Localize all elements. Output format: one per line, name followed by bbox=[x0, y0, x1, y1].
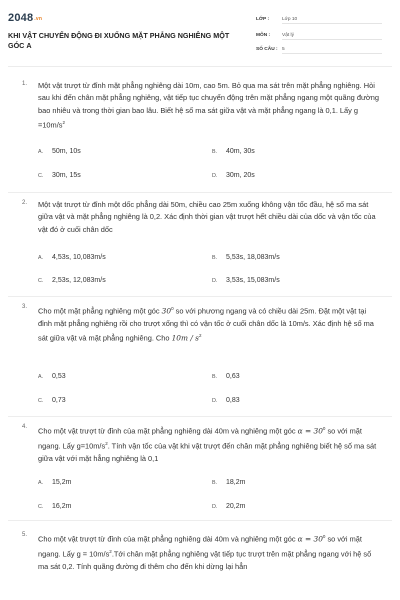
option-c[interactable] bbox=[38, 277, 106, 284]
exponent: 0 bbox=[171, 306, 174, 311]
option-letter: D. bbox=[212, 504, 218, 510]
subject-value: Vật lý bbox=[282, 33, 382, 40]
option-letter: A. bbox=[38, 480, 44, 486]
option-d[interactable] bbox=[212, 503, 245, 510]
option-a[interactable] bbox=[38, 148, 81, 155]
question-divider bbox=[8, 520, 392, 521]
option-text: 5,53s, 18,083m/s bbox=[226, 254, 280, 261]
option-b[interactable] bbox=[212, 373, 240, 380]
subject-label: MÔN : bbox=[256, 33, 271, 38]
question-text bbox=[38, 531, 380, 573]
question-count-value: 5 bbox=[282, 47, 382, 54]
exponent: 0 bbox=[322, 426, 326, 431]
option-letter: B. bbox=[212, 255, 218, 261]
option-text: 40m, 30s bbox=[226, 148, 255, 155]
question-number: 1. bbox=[22, 81, 28, 87]
option-letter: C. bbox=[38, 278, 44, 284]
worksheet-title: KHI VẬT CHUYỂN ĐỘNG ĐI XUỐNG MẶT PHẲNG NGHIÊNG MỘT GÓC Α bbox=[8, 31, 230, 50]
option-text: 20,2m bbox=[226, 503, 246, 510]
option-letter: D. bbox=[212, 398, 218, 404]
question-text-start: Cho một mặt phẳng nghiêng một góc bbox=[38, 306, 162, 316]
option-c[interactable] bbox=[38, 397, 66, 404]
option-letter: C. bbox=[38, 398, 44, 404]
exponent: 2 bbox=[198, 333, 202, 339]
option-b[interactable] bbox=[212, 148, 255, 155]
option-text: 0,83 bbox=[226, 397, 240, 404]
option-a[interactable] bbox=[38, 254, 106, 261]
option-text: 0,63 bbox=[226, 373, 240, 380]
question-divider bbox=[8, 296, 392, 297]
class-label: LỚP : bbox=[256, 17, 270, 22]
question-divider bbox=[8, 192, 392, 193]
site-logo[interactable] bbox=[8, 12, 42, 24]
option-letter: D. bbox=[212, 278, 218, 284]
logo-text: 2048 bbox=[8, 12, 34, 24]
question-number: 3. bbox=[22, 304, 28, 310]
option-text: 30m, 20s bbox=[226, 172, 255, 179]
question-number: 2. bbox=[22, 200, 28, 206]
option-text: 0,73 bbox=[52, 397, 66, 404]
question-text-body: Một vật trượt từ đỉnh mặt phẳng nghiêng dài 10m, cao 5m. Bỏ qua ma sát trên mặt phẳng nghiêng. Hỏi sau khi đến chân mặt phẳng nghiêng, vật tiếp tục chuyển động trên mặt phẳng ngang một quãng đường bao nhiêu và trong thời gian bao lâu. Biết hệ số ma sát giữa vật và mặt phẳng ngang là 0,1. Lấy g =10m/s bbox=[38, 81, 379, 130]
option-text: 18,2m bbox=[226, 479, 246, 486]
question-text-middle: so với mặt ngang. Lấy g=10m/s bbox=[38, 426, 362, 451]
class-value: Lớp 10 bbox=[282, 17, 382, 24]
option-text: 3,53s, 15,083m/s bbox=[226, 277, 280, 284]
logo-suffix: .vn bbox=[34, 16, 43, 22]
question-text-rest: . Tính vận tốc của vật khi vật trượt đến chân mặt phẳng nghiêng biết hệ số ma sát giữa vật với mặt hẳng nghiêng là 0,1 bbox=[38, 441, 377, 463]
option-a[interactable] bbox=[38, 373, 66, 380]
option-letter: B. bbox=[212, 480, 218, 486]
angle-formula: 30 bbox=[161, 306, 172, 316]
question-number: 5. bbox=[22, 532, 28, 538]
option-text: 15,2m bbox=[52, 479, 72, 486]
question-text bbox=[38, 80, 380, 132]
question-text-rest: .Tới chân mặt phẳng nghiêng vật tiếp tục trượt trên mặt phẳng ngang với hệ số ma sát 0,2. Tính quãng đường đi thêm cho đến khi dừng lại hẳn bbox=[38, 549, 372, 571]
question-text-start: Cho một vật trượt từ đỉnh của mặt phẳng nghiêng dài 40m và nghiêng một góc bbox=[38, 534, 298, 544]
option-text: 30m, 15s bbox=[52, 172, 81, 179]
question-text: Một vật trượt từ đỉnh một dốc phẳng dài 50m, chiều cao 25m xuống không vận tốc đầu, hệ số ma sát giữa vật và mặt phẳng nghiêng là 0,2. Xác định thời gian vật trượt hết chiều dài của dốc và vận tốc của vật đó ở cuối chân dốc bbox=[38, 200, 376, 234]
option-letter: D. bbox=[212, 173, 218, 179]
g-formula: 10m / s bbox=[171, 333, 199, 343]
exponent: 0 bbox=[322, 534, 326, 539]
question-text-middle: so với mặt ngang. Lấy g = 10m/s bbox=[38, 534, 362, 559]
option-letter: C. bbox=[38, 173, 44, 179]
question-divider bbox=[8, 416, 392, 417]
option-d[interactable] bbox=[212, 397, 240, 404]
option-text: 16,2m bbox=[52, 503, 72, 510]
option-b[interactable] bbox=[212, 254, 280, 261]
option-letter: C. bbox=[38, 504, 44, 510]
alpha-formula: α = 30 bbox=[297, 426, 323, 436]
option-d[interactable] bbox=[212, 277, 280, 284]
question-number: 4. bbox=[22, 424, 28, 430]
question-count-row bbox=[256, 47, 382, 54]
question-count-label: SỐ CÂU : bbox=[256, 47, 278, 52]
class-row bbox=[256, 17, 382, 24]
option-letter: A. bbox=[38, 374, 44, 380]
question-text-rest: so với phương ngang và có chiều dài 25m. Đặt một vật tại đỉnh mặt phẳng nghiêng rồi cho trượt xống thì có vận tốc ở cuối chân dốc là 10m/s. Xác định hệ số ma sát giữa vật và mặt phẳng nghiêng. Cho bbox=[38, 306, 374, 343]
option-c[interactable] bbox=[38, 172, 81, 179]
question-text-start: Cho một vật trượt từ đỉnh của mặt phẳng nghiêng dài 40m và nghiêng một góc bbox=[38, 426, 298, 436]
option-text: 4,53s, 10,083m/s bbox=[52, 254, 106, 261]
exponent: 2 bbox=[62, 120, 65, 126]
question-text bbox=[38, 423, 380, 465]
option-letter: A. bbox=[38, 255, 44, 261]
option-letter: B. bbox=[212, 149, 218, 155]
worksheet-header bbox=[0, 0, 400, 64]
exponent: 2 bbox=[105, 440, 108, 446]
question-text bbox=[38, 303, 380, 345]
option-c[interactable] bbox=[38, 503, 71, 510]
alpha-formula: α = 30 bbox=[297, 534, 323, 544]
subject-row bbox=[256, 33, 382, 40]
option-b[interactable] bbox=[212, 479, 245, 486]
header-divider bbox=[8, 66, 392, 67]
option-text: 2,53s, 12,083m/s bbox=[52, 277, 106, 284]
option-letter: A. bbox=[38, 149, 44, 155]
exponent: 2 bbox=[109, 548, 112, 554]
option-a[interactable] bbox=[38, 479, 71, 486]
option-text: 0,53 bbox=[52, 373, 66, 380]
option-d[interactable] bbox=[212, 172, 255, 179]
option-text: 50m, 10s bbox=[52, 148, 81, 155]
option-letter: B. bbox=[212, 374, 218, 380]
